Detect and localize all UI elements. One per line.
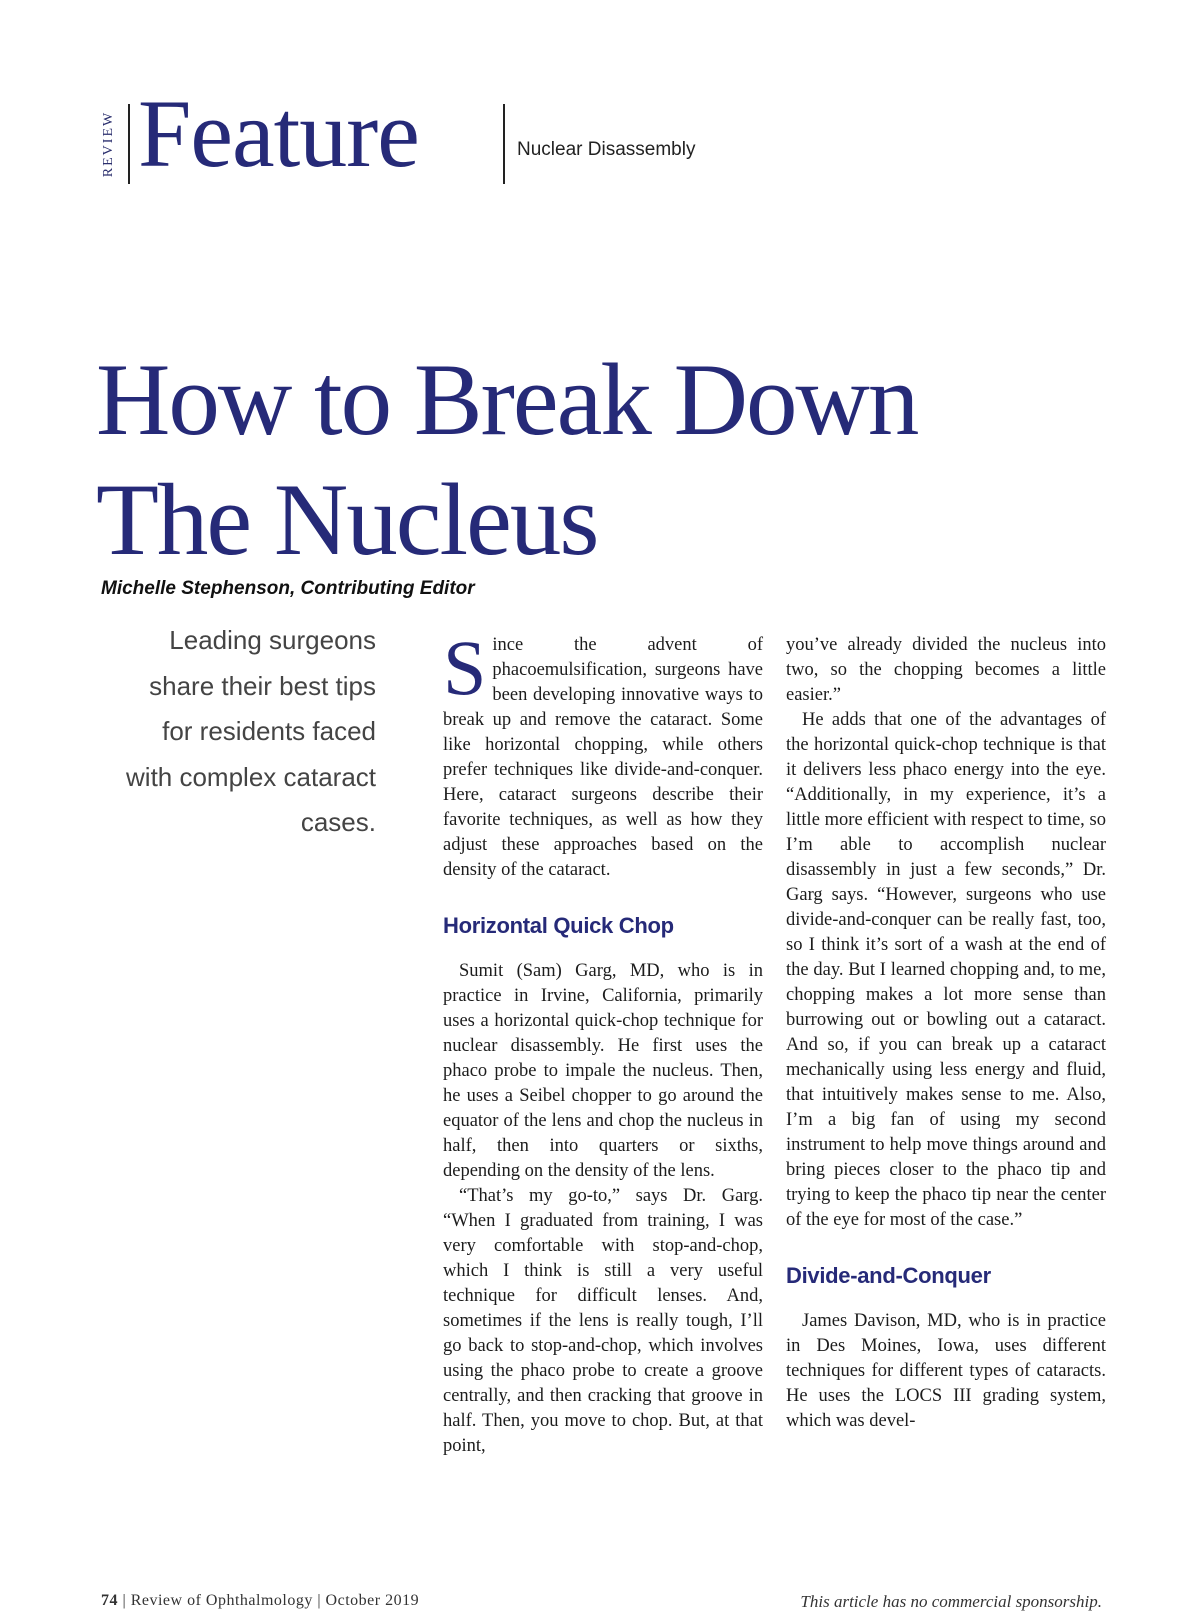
- pull-quote: Leading surgeons share their best tips for residents faced with complex cataract cases.: [126, 625, 376, 837]
- header-rule-right: [503, 104, 505, 184]
- body-paragraph: “That’s my go-to,” says Dr. Garg. “When I graduated from training, I was very comfortable with stop-and-chop, which I think is still a very useful technique for difficult lenses. And, sometimes if the lens is really tough, I’ll go back to stop-and-chop, which involves using the phaco probe to create a groove centrally, and then cracking that groove in half. Then, you move to chop. But, at that point,: [443, 1186, 763, 1456]
- review-tag-text: REVIEW: [101, 110, 116, 178]
- body-column-1: [443, 624, 763, 1459]
- body-paragraph: James Davison, MD, who is in practice in Des Moines, Iowa, uses different techniques for different types of cataracts. He uses the LOCS III grading system, which was devel-: [786, 1311, 1106, 1431]
- article-title-line-2: The Nucleus: [96, 463, 598, 577]
- intro-text: ince the advent of phacoemulsification, surgeons have been developing innovative ways to break up and remove the cataract. Some like horizontal chopping, while others prefer techniques like divide-and-conquer. Here, cataract surgeons describe their favorite techniques, as well as how they adjust these approaches based on the density of the cataract.: [443, 635, 763, 880]
- footer-publication: [101, 1592, 419, 1610]
- publication-info: | Review of Ophthalmology | October 2019: [122, 1592, 420, 1609]
- body-column-2: [786, 633, 1106, 1434]
- byline: Michelle Stephenson, Contributing Editor: [101, 578, 475, 599]
- subhead-horizontal-quick-chop: Horizontal Quick Chop: [443, 913, 674, 938]
- sponsorship-disclaimer: This article has no commercial sponsorship.: [800, 1592, 1102, 1611]
- body-paragraph: He adds that one of the advantages of the horizontal quick-chop technique is that it delivers less phaco energy into the eye. “Additionally, in my experience, it’s a little more efficient with respect to time, so I’m able to accomplish nuclear disassembly in just a few seconds,” Dr. Garg says. “However, surgeons who use divide-and-conquer can be really fast, too, so I think it’s sort of a wash at the end of the day. But I learned chopping and, to me, chopping makes a lot more sense than burrowing out or bowling out a cataract. And so, if you can break up a cataract mechanically using less energy and fluid, that intuitively makes sense to me. Also, I’m a big fan of using my second instrument to help move things around and bring pieces closer to the phaco tip and trying to keep the phaco tip near the center of the eye for most of the case.”: [786, 710, 1106, 1230]
- drop-cap: S: [443, 624, 487, 711]
- header-rule-left: [128, 104, 130, 184]
- feature-label: Feature: [138, 80, 419, 187]
- article-title: [96, 340, 1096, 580]
- page-number: 74: [101, 1592, 118, 1609]
- article-title-line-1: How to Break Down: [96, 343, 918, 457]
- subhead-divide-and-conquer: Divide-and-Conquer: [786, 1263, 991, 1288]
- intro-paragraph: [443, 624, 763, 883]
- review-tag: [96, 100, 122, 188]
- body-paragraph: Sumit (Sam) Garg, MD, who is in practice in Irvine, California, primarily uses a horizontal quick-chop technique for nuclear disassembly. He first uses the phaco probe to impale the nucleus. Then, he uses a Seibel chopper to go around the equator of the lens and chop the nucleus in half, then into quarters or sixths, depending on the density of the lens.: [443, 961, 763, 1181]
- section-label: Nuclear Disassembly: [517, 139, 696, 160]
- body-paragraph: you’ve already divided the nucleus into two, so the chopping becomes a little easier.”: [786, 635, 1106, 705]
